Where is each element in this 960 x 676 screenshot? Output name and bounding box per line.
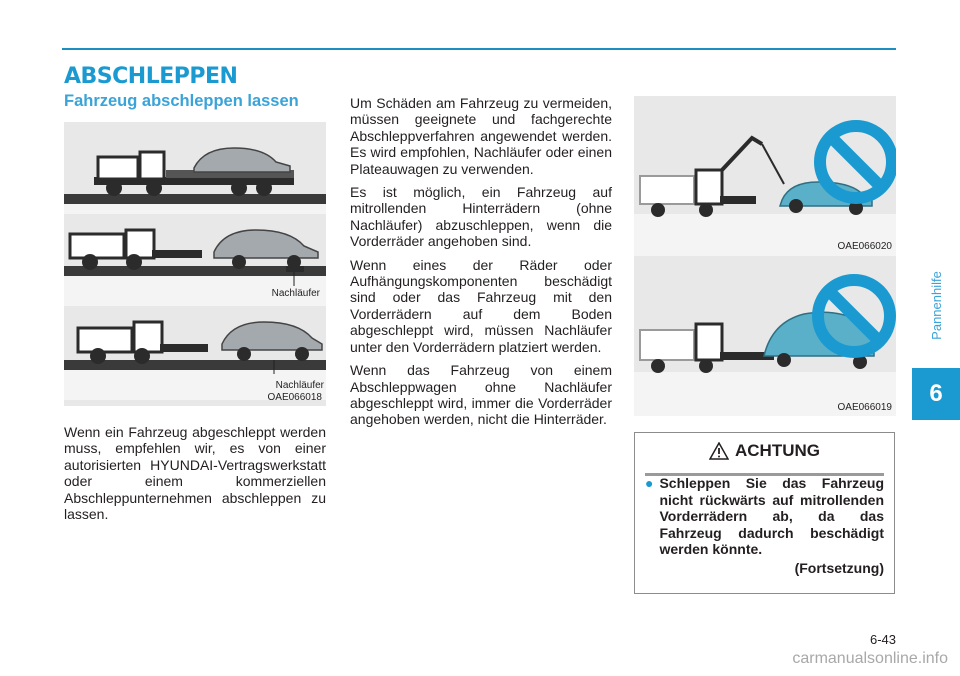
section-title: ABSCHLEPPEN [64,64,238,89]
towing-methods-illustration [64,122,326,406]
caution-item [645,475,884,558]
page-number: 6-43 [869,632,896,647]
col2-text [350,95,612,435]
figure2-code: OAE066020 [837,241,892,252]
caution-body [645,475,884,577]
towing-methods-figure [64,122,326,406]
prohibited-sign-icon [820,126,892,198]
figure1-code: OAE066018 [267,392,322,403]
figure3-code: OAE066019 [837,402,892,413]
top-rule [62,48,896,50]
prohibited-towing-figure-1 [634,96,896,256]
caution-title: ACHTUNG [735,441,820,460]
caution-continued: (Fortsetzung) [794,559,884,576]
chapter-number-tab: 6 [912,368,960,420]
warning-triangle-icon [709,442,729,460]
paragraph-4: Wenn das Fahrzeug von einem Abschleppwagen ohne Nachläufer abgeschleppt wird, immer die Vorderräder angehoben werden, nicht die Hinterräder. [350,362,612,428]
caution-box [634,432,895,594]
subheading: Fahrzeug abschleppen lassen [64,92,299,110]
caution-item-text: Schleppen Sie das Fahrzeug nicht rückwärts auf mitrollenden Vorderrädern ab, da das Fahrzeug dadurch beschädigt werden könnte. [659,475,884,558]
chapter-name: Pannenhilfe [928,270,944,340]
bullet-icon: ● [645,475,654,491]
paragraph-2: Es ist möglich, ein Fahrzeug auf mitrollenden Hinterrädern (ohne Nachläufer) abzuschleppen, wenn die Vorderräder angehoben sind. [350,184,612,250]
dolly-label-a: Nachläufer [271,288,320,299]
chapter-side-label [912,250,960,360]
prohibited-towing-illustration-2 [634,256,896,416]
watermark: carmanualsonline.info [792,650,948,667]
prohibited-towing-figure-2 [634,256,896,416]
paragraph-1: Um Schäden am Fahrzeug zu vermeiden, müssen geeignete und fachgerechte Abschleppverfahren angewendet werden. Es wird empfohlen, Nachläufer oder einen Plateauwagen zu verwenden. [350,95,612,177]
paragraph-3: Wenn eines der Räder oder Aufhängungskomponenten beschädigt sind oder das Fahrzeug mit den Vorderrädern auf dem Boden abgeschleppt wird, müssen Nachläufer unter den Vorderrädern platziert werden. [350,256,612,355]
col1-paragraph: Wenn ein Fahrzeug abgeschleppt werden muss, empfehlen wir, es von einer autorisierten HYUNDAI-Vertragswerkstatt oder einem kommerziellen Abschleppunternehmen abschleppen zu lassen. [64,424,326,523]
prohibited-towing-illustration-1 [634,96,896,256]
dolly-label-b: Nachläufer [275,380,324,391]
caution-header [635,433,894,469]
